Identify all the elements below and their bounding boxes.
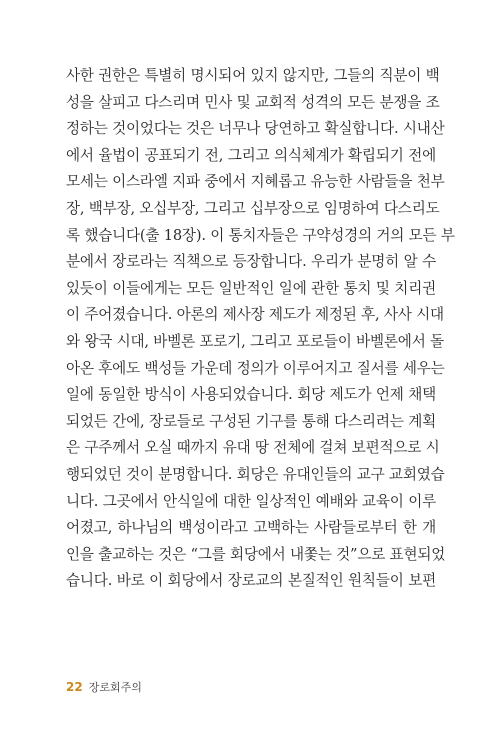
- text-line: 이 주어졌습니다. 아론의 제사장 제도가 제정된 후, 사사 시대: [66, 306, 444, 324]
- text-line: 성을 살피고 다스리며 민사 및 교회적 성격의 모든 분쟁을 조: [66, 93, 440, 111]
- text-line: 되었든 간에, 장로들로 구성된 기구를 통해 다스리려는 계획: [66, 412, 436, 430]
- text-line: 있듯이 이들에게는 모든 일반적인 일에 관한 통치 및 치리권: [66, 279, 436, 297]
- text-line: 일에 동일한 방식이 사용되었습니다. 회당 제도가 언제 채택: [66, 386, 436, 404]
- page-footer: [66, 679, 142, 697]
- text-line: 사한 권한은 특별히 명시되어 있지 않지만, 그들의 직분이 백: [66, 67, 440, 84]
- text-line: 장, 백부장, 오십부장, 그리고 십부장으로 임명하여 다스리도: [66, 199, 440, 217]
- text-line: 분에서 장로라는 직책으로 등장합니다. 우리가 분명히 알 수: [66, 253, 436, 271]
- text-line: 인을 출교하는 것은 “그를 회당에서 내쫓는 것”으로 표현되었: [66, 545, 446, 563]
- text-line: 에서 율법이 공표되기 전, 그리고 의식체계가 확립되기 전에: [66, 146, 436, 164]
- text-line: 행되었던 것이 분명합니다. 회당은 유대인들의 교구 교회였습: [66, 465, 445, 483]
- text-line: 습니다. 바로 이 회당에서 장로교의 본질적인 원칙들이 보편: [66, 572, 436, 590]
- body-text: [66, 63, 455, 595]
- text-line: 록 했습니다(출 18장). 이 통치자들은 구약성경의 거의 모든 부: [66, 226, 455, 244]
- text-line: 와 왕국 시대, 바벨론 포로기, 그리고 포로들이 바벨론에서 돌: [66, 332, 444, 350]
- text-line: 은 구주께서 오실 때까지 유대 땅 전체에 걸쳐 보편적으로 시: [66, 439, 440, 457]
- running-title: 장로회주의: [88, 681, 142, 694]
- text-line: 어졌고, 하나님의 백성이라고 고백하는 사람들로부터 한 개: [66, 519, 436, 537]
- text-line: 정하는 것이었다는 것은 너무나 당연하고 확실합니다. 시내산: [66, 120, 445, 138]
- text-line: 니다. 그곳에서 안식일에 대한 일상적인 예배와 교육이 이루: [66, 492, 436, 510]
- text-line: 모세는 이스라엘 지파 중에서 지혜롭고 유능한 사람들을 천부: [66, 173, 445, 191]
- page-number: 22: [66, 680, 83, 694]
- text-line: 아온 후에도 백성들 가운데 정의가 이루어지고 질서를 세우는: [66, 359, 445, 377]
